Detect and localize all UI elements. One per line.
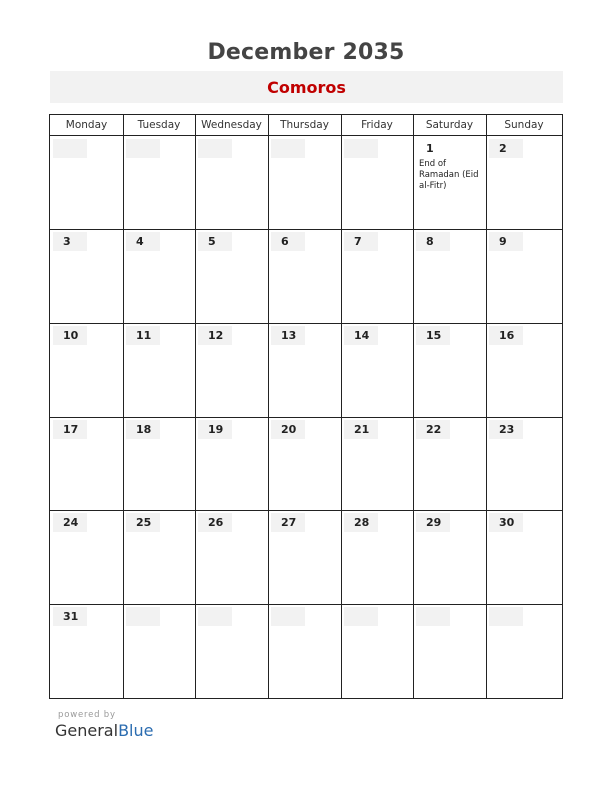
day-cell[interactable] [342,418,413,510]
day-number: 27 [281,516,297,529]
day-number: 31 [63,610,79,623]
day-number: 16 [499,329,515,342]
day-number-box [198,607,232,626]
day-number: 28 [354,516,370,529]
day-number: 25 [136,516,152,529]
empty-day-cell[interactable] [51,137,123,229]
day-number: 24 [63,516,79,529]
day-number: 2 [499,142,507,155]
day-cell[interactable] [124,511,195,604]
day-cell[interactable] [487,511,562,604]
country-name: Comoros [267,78,346,97]
day-number: 7 [354,235,362,248]
day-number: 21 [354,423,370,436]
day-number: 1 [426,142,434,155]
empty-day-cell[interactable] [342,137,413,229]
day-number: 14 [354,329,370,342]
day-number-box [126,607,160,626]
weekday-header: Tuesday [137,119,181,131]
day-cell[interactable] [342,324,413,417]
empty-day-cell[interactable] [196,605,268,698]
day-cell[interactable] [269,324,341,417]
day-cell[interactable] [196,418,268,510]
day-number: 13 [281,329,297,342]
day-cell[interactable] [269,418,341,510]
day-cell[interactable] [414,511,486,604]
day-number-box [416,607,450,626]
day-cell[interactable] [414,230,486,323]
brand-blue: Blue [118,721,154,740]
day-cell[interactable] [487,324,562,417]
weekday-header: Sunday [504,119,544,131]
brand-general: General [55,721,119,740]
day-number: 20 [281,423,297,436]
day-cell[interactable] [342,230,413,323]
calendar-title: December 2035 [207,40,405,65]
day-number-box [271,139,305,158]
day-cell[interactable] [342,511,413,604]
day-cell[interactable] [196,324,268,417]
day-cell[interactable] [124,230,195,323]
day-cell[interactable] [51,511,123,604]
day-number: 10 [63,329,79,342]
calendar-grid [49,114,563,699]
day-cell[interactable] [196,230,268,323]
day-cell[interactable] [269,511,341,604]
day-cell[interactable] [51,230,123,323]
day-number: 19 [208,423,224,436]
day-number: 8 [426,235,434,248]
day-cell[interactable] [414,137,486,229]
day-number-box [53,139,87,158]
day-number-box [344,139,378,158]
day-number: 5 [208,235,216,248]
day-cell[interactable] [414,324,486,417]
weekday-header: Saturday [425,119,474,131]
day-number: 30 [499,516,515,529]
day-number: 26 [208,516,224,529]
empty-day-cell[interactable] [414,605,486,698]
weekday-header: Monday [65,119,108,131]
day-number: 29 [426,516,442,529]
day-cell[interactable] [487,230,562,323]
empty-day-cell[interactable] [487,605,562,698]
weekday-header: Friday [361,119,393,131]
day-number-box [271,607,305,626]
day-number: 3 [63,235,71,248]
brand-logo[interactable] [55,721,153,740]
empty-day-cell[interactable] [269,605,341,698]
day-number: 12 [208,329,224,342]
empty-day-cell[interactable] [124,137,195,229]
day-number-box [344,607,378,626]
day-cell[interactable] [196,511,268,604]
day-number-box [126,139,160,158]
country-banner [50,71,563,103]
day-cell[interactable] [124,324,195,417]
empty-day-cell[interactable] [196,137,268,229]
day-cell[interactable] [269,230,341,323]
day-number: 18 [136,423,152,436]
day-number-box [198,139,232,158]
powered-by-text: powered by [58,710,116,720]
day-number: 15 [426,329,442,342]
empty-day-cell[interactable] [342,605,413,698]
weekday-header: Thursday [280,119,329,131]
day-number: 9 [499,235,507,248]
day-cell[interactable] [51,324,123,417]
day-cell[interactable] [51,418,123,510]
empty-day-cell[interactable] [269,137,341,229]
day-cell[interactable] [51,605,123,698]
day-cell[interactable] [124,418,195,510]
holiday-event: End of Ramadan (Eid al-Fitr) [419,159,479,191]
weekday-header: Wednesday [201,119,262,131]
day-number-box [489,607,523,626]
day-number: 22 [426,423,442,436]
day-number: 17 [63,423,79,436]
empty-day-cell[interactable] [124,605,195,698]
day-number: 4 [136,235,144,248]
day-cell[interactable] [487,137,562,229]
day-number: 6 [281,235,289,248]
day-number: 23 [499,423,515,436]
day-cell[interactable] [487,418,562,510]
day-number: 11 [136,329,152,342]
day-cell[interactable] [414,418,486,510]
